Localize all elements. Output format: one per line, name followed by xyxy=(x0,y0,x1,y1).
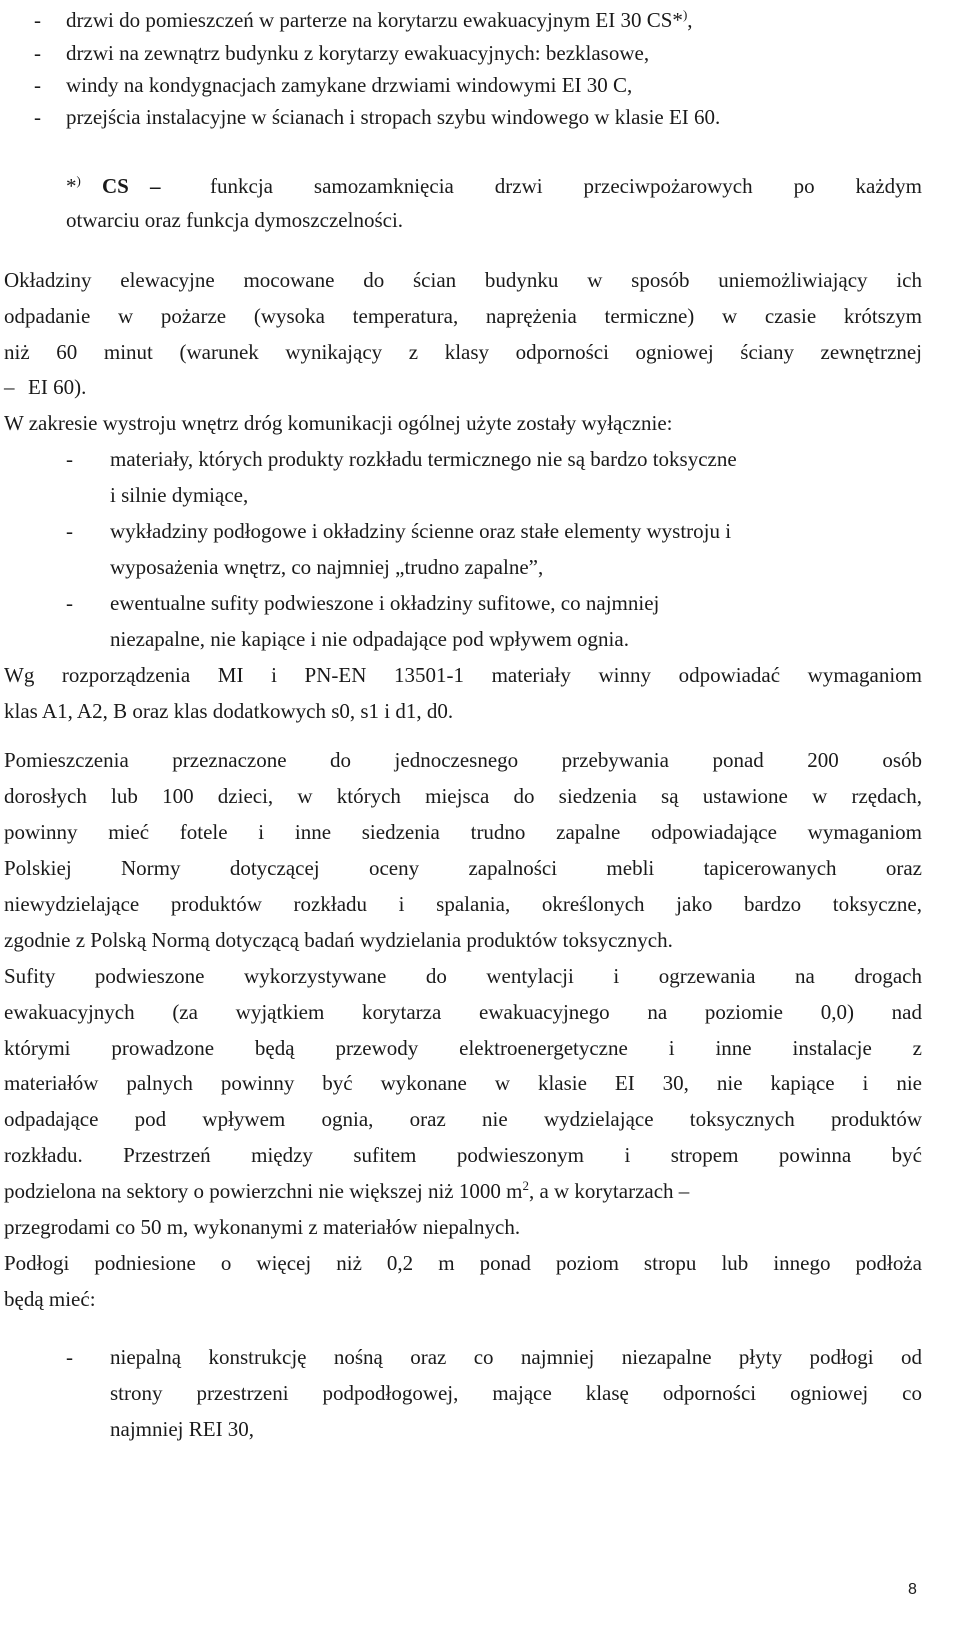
paragraph-line: niewydzielające produktów rozkładu i spalania, określonych jako bardzo toksyczne, xyxy=(4,892,922,916)
paragraph-intro: W zakresie wystroju wnętrz dróg komunikacji ogólnej użyte zostały wyłącznie: xyxy=(4,411,673,435)
paragraph-line: materiałów palnych powinny być wykonane w klasie EI 30, nie kapiące i nie xyxy=(4,1071,922,1095)
footnote-line: otwarciu oraz funkcja dymoszczelności. xyxy=(66,208,404,232)
paragraph-line: klas A1, A2, B oraz klas dodatkowych s0, s1 i d1, d0. xyxy=(4,699,454,723)
paragraph-line: ewakuacyjnych (za wyjątkiem korytarza ewakuacyjnego na poziomie 0,0) nad xyxy=(4,1000,922,1024)
list-bullet: - xyxy=(66,1345,73,1369)
paragraph-line: rozkładu. Przestrzeń między sufitem podwieszonym i stropem powinna być xyxy=(4,1143,922,1167)
list-item-line: niezapalne, nie kapiące i nie odpadające pod wpływem ognia. xyxy=(110,627,629,651)
paragraph-line: odpadanie w pożarze (wysoka temperatura, naprężenia termiczne) w czasie krótszym xyxy=(4,304,922,328)
paragraph-line: powinny mieć fotele i inne siedzenia trudno zapalne odpowiadające wymaganiom xyxy=(4,820,922,844)
footnote-line: funkcja samozamknięcia drzwi przeciwpożarowych po każdym xyxy=(210,174,922,198)
paragraph-line: Polskiej Normy dotyczącej oceny zapalności mebli tapicerowanych oraz xyxy=(4,856,922,880)
list-item-line: niepalną konstrukcję nośną oraz co najmniej niezapalne płyty podłogi od xyxy=(110,1345,922,1369)
list-item-line: wyposażenia wnętrz, co najmniej „trudno zapalne”, xyxy=(110,555,544,579)
footnote-term: CS xyxy=(102,174,129,198)
list-item: drzwi do pomieszczeń w parterze na korytarzu ewakuacyjnym EI 30 CS*), xyxy=(66,7,693,32)
list-item-line: ewentualne sufity podwieszone i okładziny sufitowe, co najmniej xyxy=(110,591,660,615)
paragraph-line: Wg rozporządzenia MI i PN-EN 13501-1 materiały winny odpowiadać wymaganiom xyxy=(4,663,922,687)
paragraph-line: którymi prowadzone będą przewody elektroenergetyczne i inne instalacje z xyxy=(4,1036,922,1060)
list-item-line: materiały, których produkty rozkładu termicznego nie są bardzo toksyczne xyxy=(110,447,737,471)
footnote-marker: *) xyxy=(66,173,81,198)
paragraph-line-dash: – xyxy=(4,375,15,399)
list-bullet: - xyxy=(66,447,73,471)
paragraph-line-area: podzielona na sektory o powierzchni nie większej niż 1000 $m^2$, a w korytarzach – xyxy=(4,1178,690,1203)
paragraph-line: Podłogi podniesione o więcej niż 0,2 m ponad poziom stropu lub innego podłoża xyxy=(4,1251,922,1275)
list-item-line: najmniej REI 30, xyxy=(110,1417,255,1441)
list-bullet: - xyxy=(66,519,73,543)
list-bullet: - xyxy=(34,8,41,32)
paragraph-line: będą mieć: xyxy=(4,1287,96,1311)
paragraph-line: zgodnie z Polską Normą dotyczącą badań wydzielania produktów toksycznych. xyxy=(4,928,673,952)
paragraph-line: przegrodami co 50 m, wykonanymi z materiałów niepalnych. xyxy=(4,1215,521,1239)
list-item: przejścia instalacyjne w ścianach i stropach szybu windowego w klasie EI 60. xyxy=(66,105,721,129)
list-item: drzwi na zewnątrz budynku z korytarzy ewakuacyjnych: bezklasowe, xyxy=(66,41,650,65)
list-item: windy na kondygnacjach zamykane drzwiami windowymi EI 30 C, xyxy=(66,73,633,97)
paragraph-line: Okładziny elewacyjne mocowane do ścian budynku w sposób uniemożliwiający ich xyxy=(4,268,922,292)
paragraph-line: Sufity podwieszone wykorzystywane do wentylacji i ogrzewania na drogach xyxy=(4,964,922,988)
page-number: 8 xyxy=(908,1581,917,1598)
list-item-line: strony przestrzeni podpodłogowej, mające klasę odporności ogniowej co xyxy=(110,1381,922,1405)
paragraph-line: Pomieszczenia przeznaczone do jednoczesnego przebywania ponad 200 osób xyxy=(4,748,922,772)
paragraph-line: odpadające pod wpływem ognia, oraz nie wydzielające toksycznych produktów xyxy=(4,1107,922,1131)
list-bullet: - xyxy=(34,41,41,65)
paragraph-line: niż 60 minut (warunek wynikający z klasy odporności ogniowej ściany zewnętrznej xyxy=(4,340,922,364)
list-item-line: i silnie dymiące, xyxy=(110,483,249,507)
list-bullet: - xyxy=(66,591,73,615)
list-item-line: wykładziny podłogowe i okładziny ścienne oraz stałe elementy wystroju i xyxy=(110,519,732,543)
list-bullet: - xyxy=(34,105,41,129)
list-bullet: - xyxy=(34,73,41,97)
footnote-dash: – xyxy=(150,174,161,198)
paragraph-line: dorosłych lub 100 dzieci, w których miejsca do siedzenia są ustawione w rzędach, xyxy=(4,784,922,808)
paragraph-line: EI 60). xyxy=(28,375,87,399)
